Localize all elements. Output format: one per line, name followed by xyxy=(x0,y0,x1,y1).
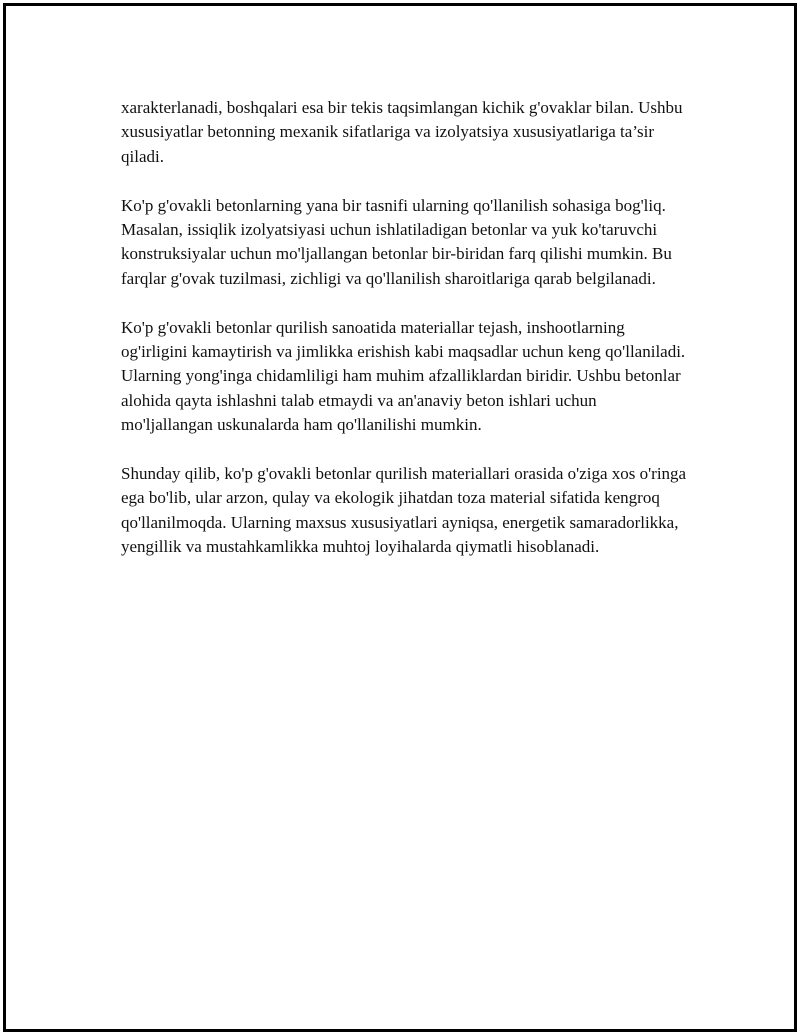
paragraph-4: Shunday qilib, ko'p g'ovakli betonlar qurilish materiallari orasida o'ziga xos o'ringa ega bo'lib, ular arzon, qulay va ekologik jihatdan toza material sifatida kengroq qo'llanilmoqda. Ularning maxsus xususiyatlari ayniqsa, energetik samaradorlikka, yengillik va mustahkamlikka muhtoj loyihalarda qiymatli hisoblanadi. xyxy=(121,464,687,557)
document-body xyxy=(121,96,691,584)
paragraph-3: Ko'p g'ovakli betonlar qurilish sanoatida materiallar tejash, inshootlarning og'irligini kamaytirish va jimlikka erishish kabi maqsadlar uchun keng qo'llaniladi. Ularning yong'inga chidamliligi ham muhim afzalliklardan biridir. Ushbu betonlar alohida qayta ishlashni talab etmaydi va an'anaviy beton ishlari uchun mo'ljallangan uskunalarda ham qo'llanilishi mumkin. xyxy=(121,317,686,435)
paragraph-2: Ko'p g'ovakli betonlarning yana bir tasnifi ularning qo'llanilish sohasiga bog'liq. Masalan, issiqlik izolyatsiyasi uchun ishlatiladigan betonlar va yuk ko'taruvchi konstruksiyalar uchun mo'ljallangan betonlar bir-biridan farq qilishi mumkin. Bu farqlar g'ovak tuzilmasi, zichligi va qo'llanilish sharoitlariga qarab belgilanadi. xyxy=(121,195,672,288)
paragraph-1: xarakterlanadi, boshqalari esa bir tekis taqsimlangan kichik g'ovaklar bilan. Ushbu xususiyatlar betonning mexanik sifatlariga va izolyatsiya xususiyatlariga ta’sir qiladi. xyxy=(121,98,683,166)
page-frame xyxy=(3,3,797,1032)
